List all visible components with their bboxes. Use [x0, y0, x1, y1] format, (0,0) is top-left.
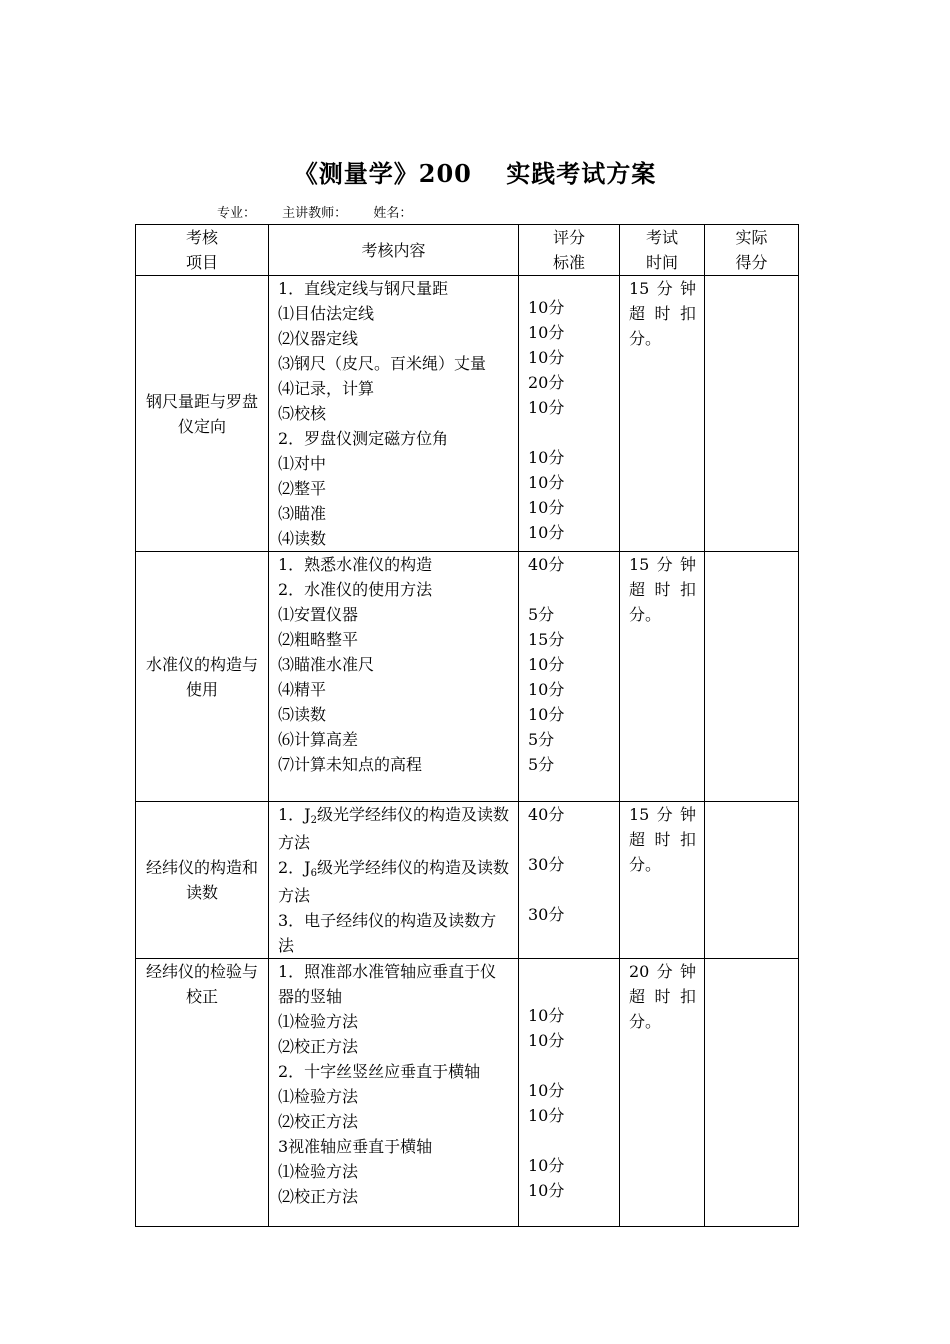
student-name-label: 姓名：: [373, 206, 413, 221]
table-row: [136, 802, 799, 959]
table-row: [136, 552, 799, 802]
exam-content: 1．熟悉水准仪的构造 2．水准仪的使用方法 ⑴安置仪器 ⑵粗略整平 ⑶瞄准水准尺 ⑷精平 ⑸读数 ⑹计算高差 ⑺计算未知点的高程: [269, 552, 519, 802]
header-time: 考试 时间: [620, 225, 705, 276]
content-item-3: 3．电子经纬仪的构造及读数方法: [278, 911, 497, 955]
table-header-row: [136, 225, 799, 276]
header-score: 评分 标准: [519, 225, 620, 276]
actual-score-cell[interactable]: [705, 959, 799, 1227]
teacher-label: 主讲教师：: [282, 206, 348, 221]
actual-score-cell[interactable]: [705, 552, 799, 802]
table-row: [136, 276, 799, 552]
exam-content: 1．照准部水准管轴应垂直于仪器的竖轴 ⑴检验方法 ⑵校正方法 2．十字丝竖丝应垂直于横轴 ⑴检验方法 ⑵校正方法 3视准轴应垂直于横轴 ⑴检验方法 ⑵校正方法: [269, 959, 519, 1227]
exam-time: 15分钟超时扣分。: [620, 276, 705, 552]
exam-item: 水准仪的构造与使用: [136, 552, 269, 802]
page-title: 《测量学》200 实践考试方案: [293, 159, 657, 188]
header-content: 考核内容: [269, 225, 519, 276]
exam-table: [135, 224, 799, 1227]
major-label: 专业：: [217, 206, 257, 221]
score-standard: 40分 30分 30分: [519, 802, 620, 959]
table-row: [136, 959, 799, 1227]
exam-time: 15分钟超时扣分。: [620, 802, 705, 959]
content-item-1: 1．$J_2$级光学经纬仪的构造及读数方法: [278, 805, 509, 852]
exam-item: 经纬仪的构造和读数: [136, 802, 269, 959]
header-item: 考核 项目: [136, 225, 269, 276]
exam-item: 钢尺量距与罗盘仪定向: [136, 276, 269, 552]
actual-score-cell[interactable]: [705, 276, 799, 552]
header-actual-score: 实际 得分: [705, 225, 799, 276]
score-standard: 10分 10分 10分 20分 10分 10分 10分 10分 10分: [519, 276, 620, 552]
exam-content: [269, 802, 519, 959]
exam-info-line: [217, 202, 434, 221]
exam-content: 1．直线定线与钢尺量距 ⑴目估法定线 ⑵仪器定线 ⑶钢尺（皮尺。百米绳）丈量 ⑷记录，计算 ⑸校核 2．罗盘仪测定磁方位角 ⑴对中 ⑵整平 ⑶瞄准 ⑷读数: [269, 276, 519, 552]
score-standard: 10分 10分 10分 10分 10分 10分: [519, 959, 620, 1227]
exam-item: 经纬仪的检验与校正: [136, 959, 269, 1227]
content-item-2: 2．$J_6$级光学经纬仪的构造及读数方法: [278, 858, 509, 905]
score-standard: 40分 5分 15分 10分 10分 10分 5分 5分: [519, 552, 620, 802]
actual-score-cell[interactable]: [705, 802, 799, 959]
exam-time: 15分钟超时扣分。: [620, 552, 705, 802]
exam-time: 20分钟超时扣分。: [620, 959, 705, 1227]
